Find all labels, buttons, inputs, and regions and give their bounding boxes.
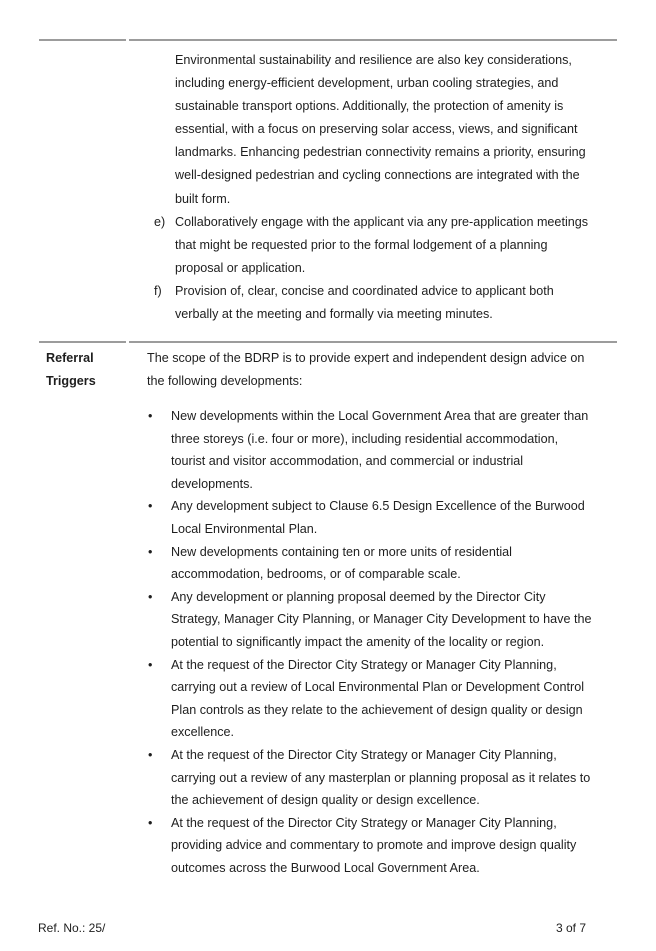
- text-line: proposal or application.: [175, 260, 306, 275]
- bullet-icon: •: [148, 589, 153, 604]
- bullet-item: [148, 541, 626, 586]
- bullet-text: [171, 654, 584, 744]
- bullet-icon: •: [148, 409, 153, 423]
- text-line: Environmental sustainability and resilience are also key considerations,: [175, 53, 572, 67]
- text-line: At the request of the Director City Strategy or Manager City Planning,: [171, 747, 557, 762]
- text-line: Collaboratively engage with the applicant via any pre-application meetings: [175, 214, 589, 229]
- bullet-icon: •: [148, 747, 153, 762]
- table-border-top-right-segment: [129, 39, 617, 41]
- row-heading-referral-triggers: [46, 347, 96, 393]
- text-line: Triggers: [46, 374, 96, 389]
- text-line: three storeys (i.e. four or more), including residential accommodation,: [171, 431, 559, 446]
- table-border-top-left-segment: [39, 39, 126, 41]
- bullet-icon: •: [148, 499, 153, 514]
- item-text: [175, 211, 588, 280]
- bullet-text: [171, 541, 512, 586]
- text-line: excellence.: [171, 725, 235, 740]
- text-line: sustainable transport options. Additionally, the protection of amenity is: [175, 99, 564, 114]
- text-line: At the request of the Director City Strategy or Manager City Planning,: [171, 815, 557, 830]
- row-continuation-cell: [154, 49, 626, 326]
- text-line: the achievement of design quality or design excellence.: [171, 793, 480, 808]
- bullet-item: [148, 654, 626, 744]
- text-line: that might be requested prior to the formal lodgement of a planning: [175, 237, 548, 252]
- text-line: outcomes across the Burwood Local Government Area.: [171, 860, 480, 875]
- text-line: Local Environmental Plan.: [171, 521, 318, 536]
- text-line: accommodation, bedrooms, or of comparable scale.: [171, 567, 461, 582]
- bullet-icon: •: [148, 815, 153, 830]
- text-line: providing advice and commentary to promote and improve design quality: [171, 838, 577, 853]
- text-line: New developments within the Local Government Area that are greater than: [171, 409, 589, 423]
- bullet-icon: •: [148, 544, 153, 559]
- text-line: verbally at the meeting and formally via meeting minutes.: [175, 307, 493, 322]
- text-line: New developments containing ten or more units of residential: [171, 544, 512, 559]
- text-line: Plan controls as they relate to the achievement of design quality or design: [171, 702, 583, 717]
- referral-triggers-bullet-list: [148, 405, 626, 879]
- bullet-item: [148, 495, 626, 540]
- footer-page-number: 3 of 7: [556, 921, 587, 935]
- text-line: Referral: [46, 351, 94, 365]
- lettered-item: [154, 280, 626, 326]
- bullet-icon: •: [148, 657, 153, 672]
- bullet-item: [148, 744, 626, 812]
- bullet-text: [171, 586, 591, 654]
- scope-intro-paragraph: [147, 347, 627, 393]
- bullet-item: [148, 812, 626, 880]
- text-line: tourist and visitor accommodation, and commercial or industrial: [171, 454, 524, 469]
- text-line: potential to significantly impact the amenity of the locality or region.: [171, 634, 545, 649]
- text-line: The scope of the BDRP is to provide expert and independent design advice on: [147, 351, 585, 365]
- text-line: carrying out a review of any masterplan or planning proposal as it relates to: [171, 770, 591, 785]
- text-line: Any development or planning proposal deemed by the Director City: [171, 589, 546, 604]
- item-letter-label: e): [154, 214, 166, 229]
- text-line: At the request of the Director City Strategy or Manager City Planning,: [171, 657, 557, 672]
- text-line: well-designed pedestrian and cycling connections are integrated with the: [175, 168, 580, 183]
- bullet-item: [148, 405, 626, 495]
- text-line: landmarks. Enhancing pedestrian connectivity remains a priority, ensuring: [175, 145, 586, 160]
- footer-ref-no: Ref. No.: 25/: [38, 921, 106, 935]
- item-letter-label: f): [154, 283, 162, 298]
- lettered-list: [154, 211, 626, 326]
- bullet-item: [148, 586, 626, 654]
- bullet-text: [171, 744, 590, 812]
- lettered-item: [154, 211, 626, 280]
- text-line: including energy-efficient development, urban cooling strategies, and: [175, 76, 559, 91]
- table-border-mid-right-segment: [129, 341, 617, 343]
- text-line: essential, with a focus on preserving solar access, views, and significant: [175, 122, 578, 137]
- text-line: Provision of, clear, concise and coordinated advice to applicant both: [175, 283, 554, 298]
- text-line: carrying out a review of Local Environmental Plan or Development Control: [171, 680, 584, 695]
- bullet-text: [171, 495, 585, 540]
- text-line: developments.: [171, 476, 253, 491]
- text-line: Any development subject to Clause 6.5 Design Excellence of the Burwood: [171, 499, 585, 514]
- text-line: Strategy, Manager City Planning, or Manager City Development to have the: [171, 612, 592, 627]
- table-border-mid-left-segment: [39, 341, 126, 343]
- text-line: built form.: [175, 191, 231, 206]
- continuation-paragraph: [175, 49, 626, 211]
- text-line: the following developments:: [147, 374, 303, 389]
- item-text: [175, 280, 554, 326]
- bullet-text: [171, 812, 576, 880]
- bullet-text: [171, 405, 588, 495]
